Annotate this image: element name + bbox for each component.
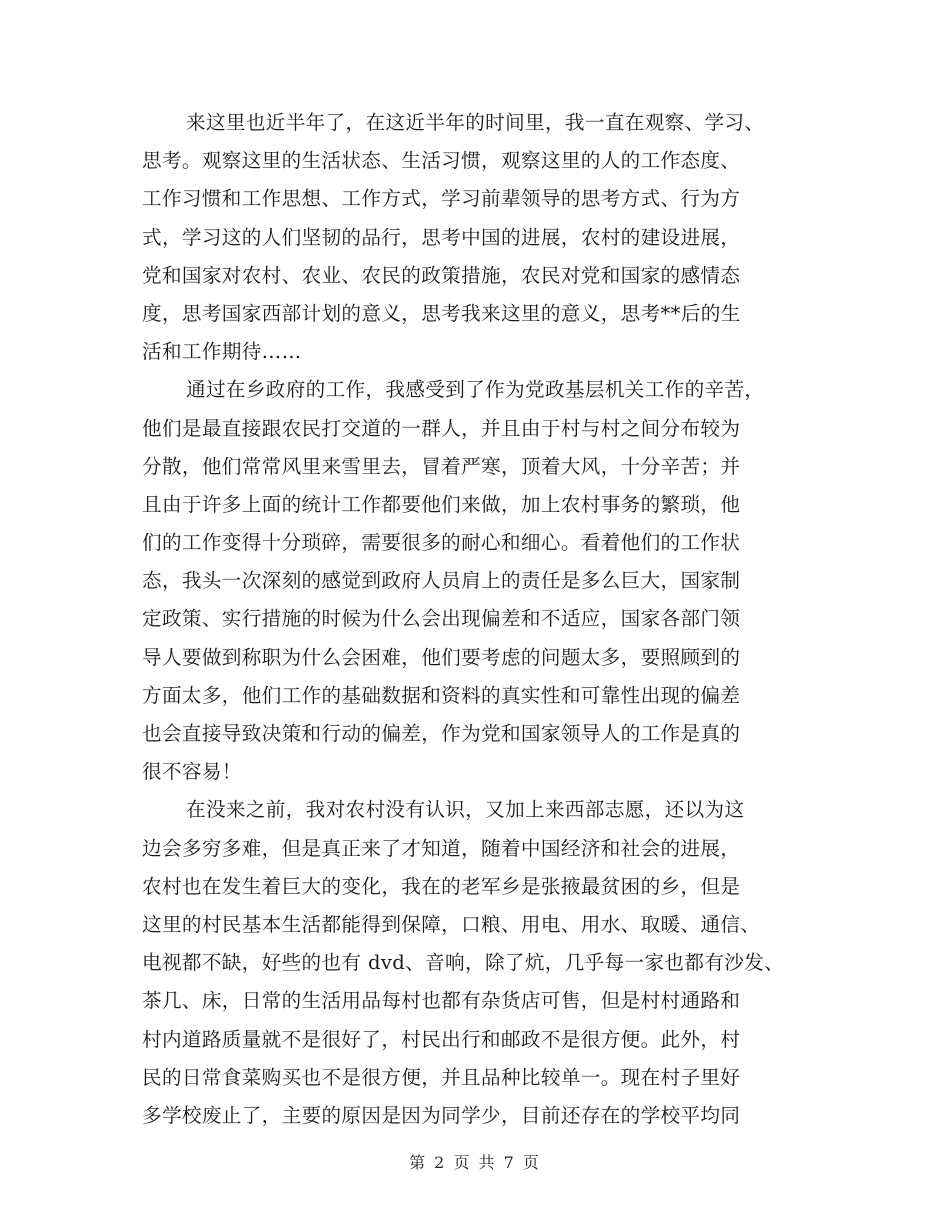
text-line: 思考。观察这里的生活状态、生活习惯，观察这里的人的工作态度、 [142, 149, 741, 173]
text-line: 活和工作期待…… [142, 340, 302, 364]
text-line: 党和国家对农村、农业、农民的政策措施，农民对党和国家的感情态 [142, 263, 741, 287]
text-line: 电视都不缺，好些的也有 dvd、音响，除了炕，几乎每一家也都有沙发、 [142, 951, 785, 975]
text-line: 也会直接导致决策和行动的偏差，作为党和国家领导人的工作是真的 [142, 722, 741, 745]
text-line: 工作习惯和工作思想、工作方式，学习前辈领导的思考方式、行为方 [142, 187, 741, 211]
text-line: 分散，他们常常风里来雪里去，冒着严寒，顶着大风，十分辛苦；并 [142, 454, 741, 478]
text-line: 这里的村民基本生活都能得到保障，口粮、用电、用水、取暖、通信、 [142, 912, 761, 936]
text-line: 很不容易！ [142, 760, 242, 784]
text-line: 民的日常食菜购买也不是很方便，并且品种比较单一。现在村子里好 [142, 1065, 741, 1089]
text-line: 多学校废止了，主要的原因是因为同学少，目前还存在的学校平均同 [142, 1103, 741, 1127]
text-line: 在没来之前，我对农村没有认识，又加上来西部志愿，还以为这 [186, 798, 745, 822]
text-line: 他们是最直接跟农民打交道的一群人，并且由于村与村之间分布较为 [142, 416, 741, 440]
paragraph-1 [142, 104, 802, 371]
text-line: 茶几、床，日常的生活用品每村也都有杂货店可售，但是村村通路和 [142, 989, 741, 1013]
text-line: 农村也在发生着巨大的变化，我在的老军乡是张掖最贫困的乡，但是 [142, 874, 741, 898]
text-line: 方面太多，他们工作的基础数据和资料的真实性和可靠性出现的偏差 [142, 683, 741, 707]
text-line: 定政策、实行措施的时候为什么会出现偏差和不适应，国家各部门领 [142, 607, 741, 631]
text-line: 度，思考国家西部计划的意义，思考我来这里的意义，思考**后的生 [142, 301, 741, 325]
paragraph-2 [142, 371, 802, 791]
page-number-footer: 第 2 页 共 7 页 [409, 1153, 541, 1172]
text-line: 式，学习这的人们坚韧的品行，思考中国的进展，农村的建设进展， [142, 225, 741, 249]
text-line: 村内道路质量就不是很好了，村民出行和邮政不是很方便。此外，村 [142, 1027, 741, 1051]
text-line: 导人要做到称职为什么会困难，他们要考虑的问题太多，要照顾到的 [142, 645, 741, 669]
text-line: 且由于许多上面的统计工作都要他们来做，加上农村事务的繁琐，他 [142, 492, 741, 516]
text-line: 来这里也近半年了，在这近半年的时间里，我一直在观察、学习、 [186, 111, 765, 134]
paragraph-3 [142, 791, 802, 1135]
text-line: 通过在乡政府的工作，我感受到了作为党政基层机关工作的辛苦， [186, 378, 765, 402]
text-line: 们的工作变得十分琐碎，需要很多的耐心和细心。看着他们的工作状 [142, 531, 741, 555]
document-body [142, 104, 802, 1135]
text-line: 边会多穷多难，但是真正来了才知道，随着中国经济和社会的进展， [142, 836, 741, 860]
text-line: 态，我头一次深刻的感觉到政府人员肩上的责任是多么巨大，国家制 [142, 569, 741, 593]
